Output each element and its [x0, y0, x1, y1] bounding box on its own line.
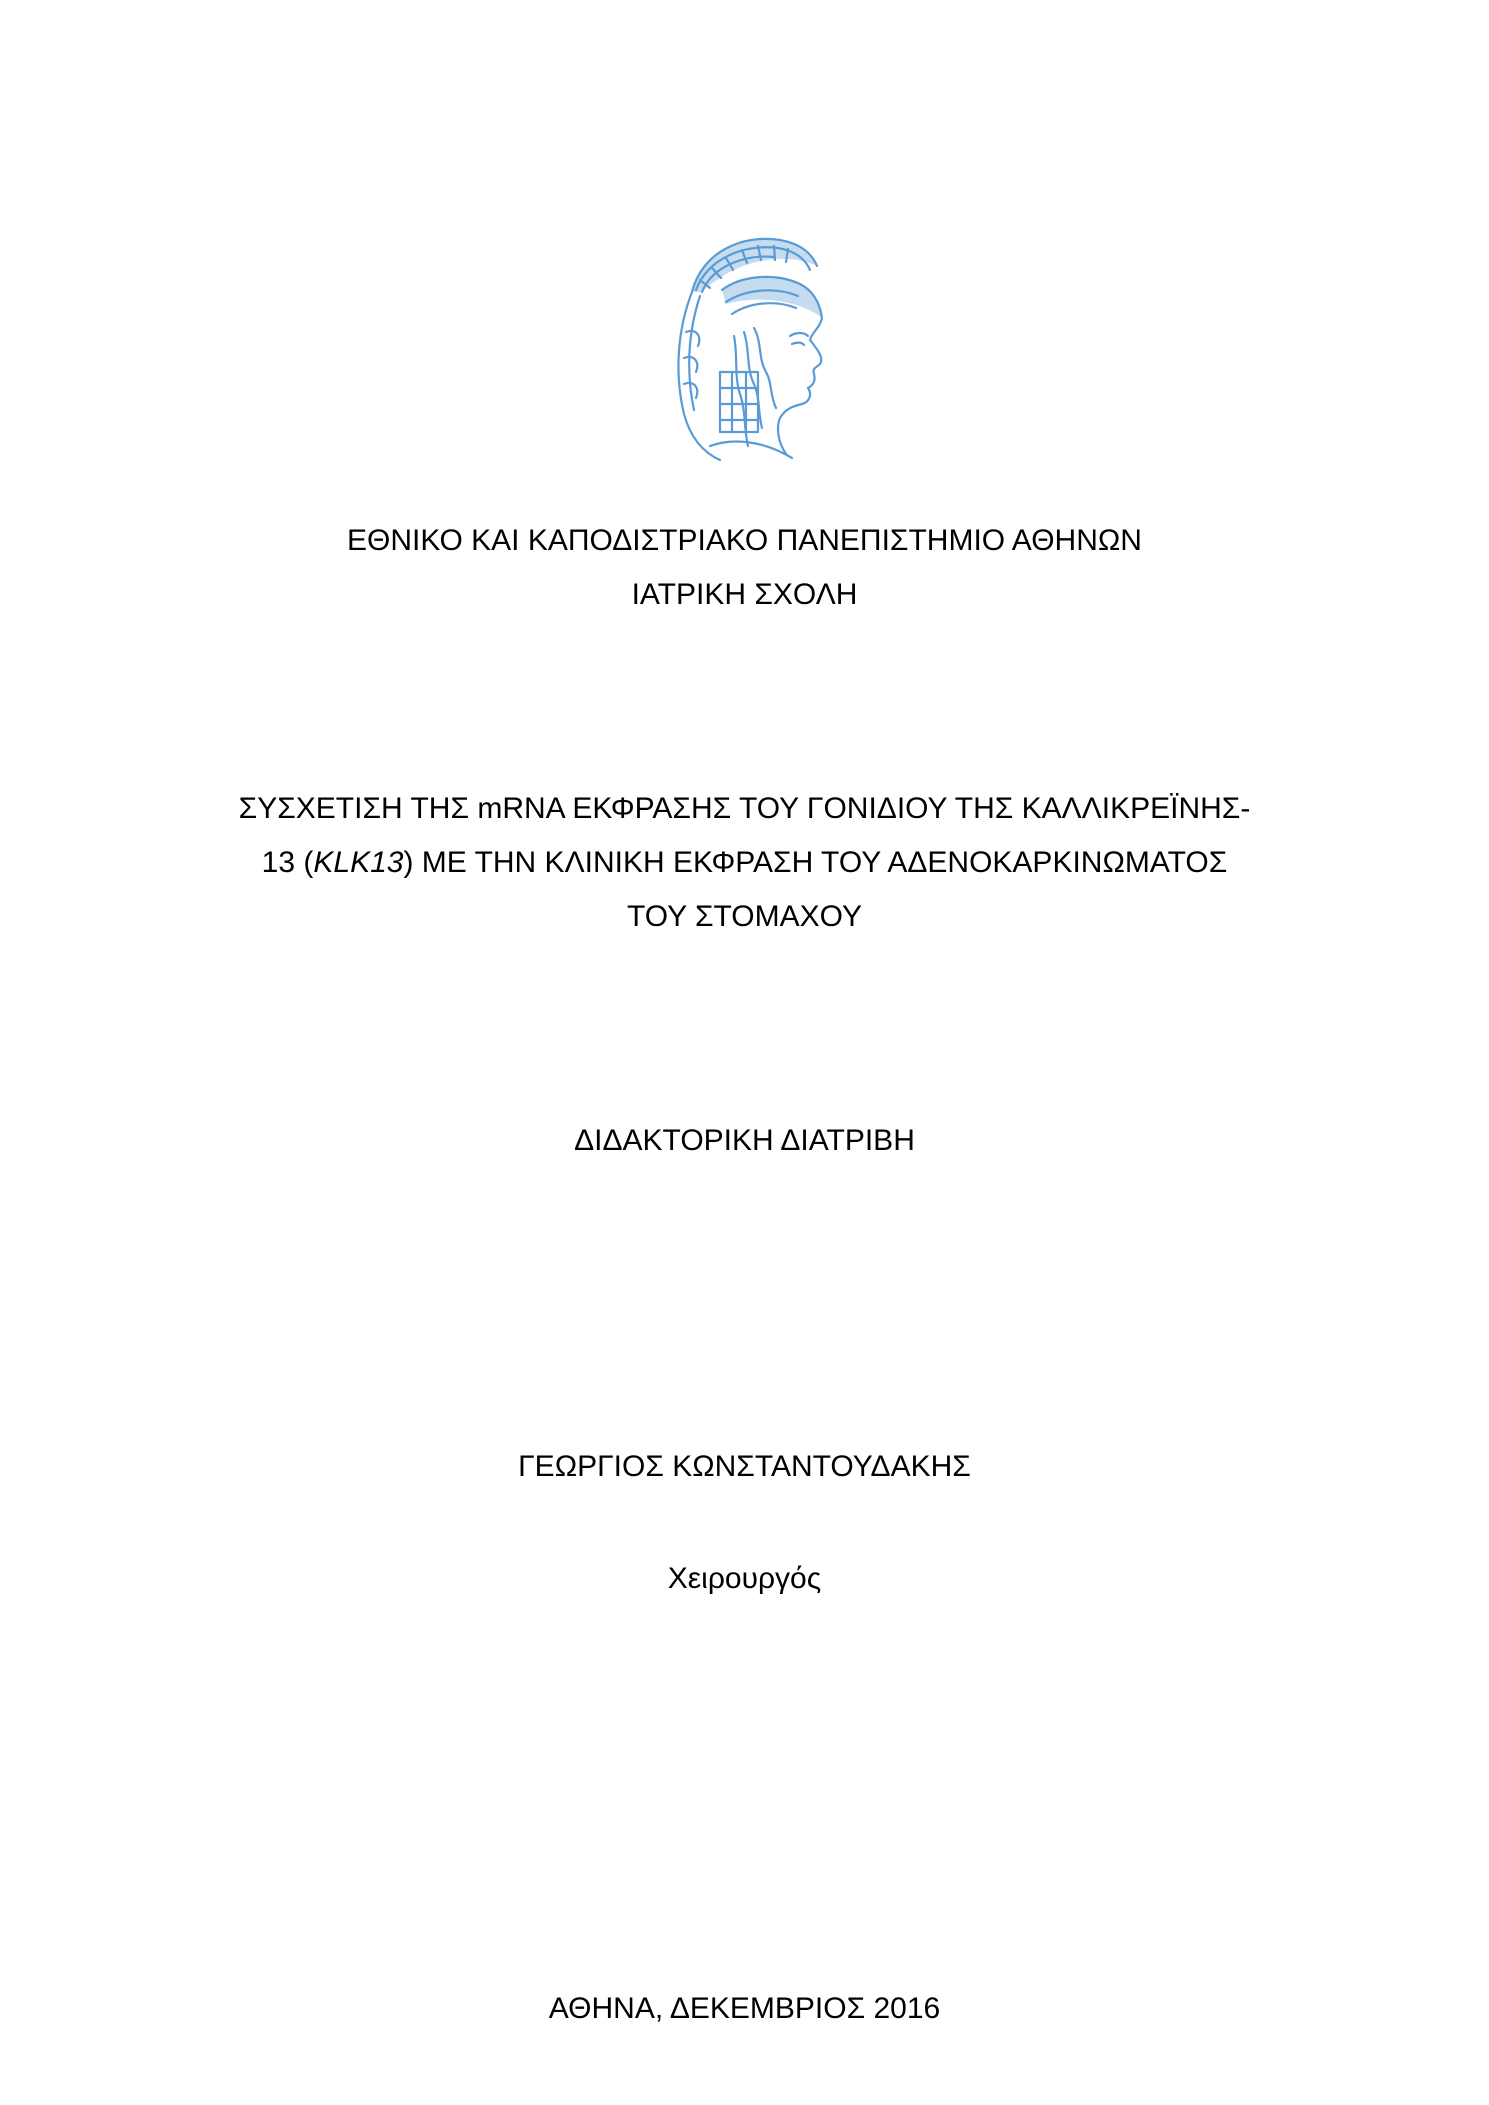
thesis-title-line-3: ΤΟΥ ΣΤΟΜΑΧΟΥ: [626, 900, 862, 933]
place-and-date: ΑΘΗΝΑ, ΔΕΚΕΜΒΡΙΟΣ 2016: [548, 1992, 941, 2025]
author-profession: Χειρουργός: [667, 1562, 822, 1595]
document-type: ΔΙΔΑΚΤΟΡΙΚΗ ΔΙΑΤΡΙΒΗ: [574, 1124, 915, 1157]
gene-name: KLK13: [313, 846, 404, 879]
author-name: ΓΕΩΡΓΙΟΣ ΚΩΝΣΤΑΝΤΟΥΔΑΚΗΣ: [518, 1450, 971, 1483]
university-name: ΕΘΝΙΚΟ ΚΑΙ ΚΑΠΟΔΙΣΤΡΙΑΚΟ ΠΑΝΕΠΙΣΤΗΜΙΟ ΑΘΗΝΩΝ: [347, 524, 1142, 557]
school-name: ΙΑΤΡΙΚΗ ΣΧΟΛΗ: [631, 578, 858, 611]
thesis-title-line-2-suffix: ) ΜΕ ΤΗΝ ΚΛΙΝΙΚΗ ΕΚΦΡΑΣΗ ΤΟΥ ΑΔΕΝΟΚΑΡΚΙΝΩΜΑΤΟΣ: [403, 846, 1228, 879]
athena-head-emblem-icon: [662, 232, 834, 464]
thesis-title-line-1: ΣΥΣΧΕΤΙΣΗ ΤΗΣ mRNA ΕΚΦΡΑΣΗΣ ΤΟΥ ΓΟΝΙΔΙΟΥ ΤΗΣ ΚΑΛΛΙΚΡΕΪΝΗΣ-: [238, 792, 1251, 825]
thesis-title-line-2-prefix: 13 (: [261, 846, 314, 879]
thesis-title-line-2: [0, 844, 1489, 882]
